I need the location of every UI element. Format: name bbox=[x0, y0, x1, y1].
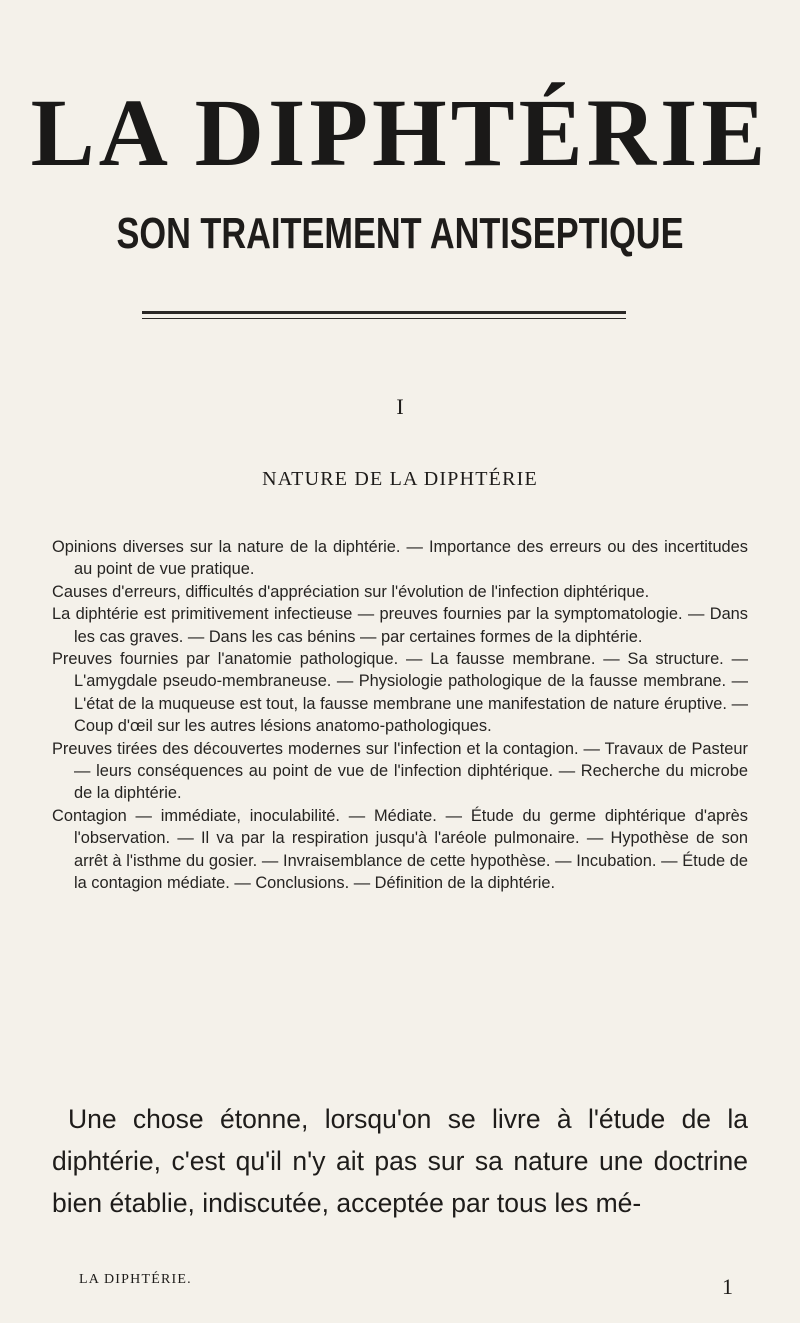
title-rule-thin bbox=[142, 318, 626, 319]
section-title: NATURE DE LA DIPHTÉRIE bbox=[262, 468, 538, 490]
title-rule-thick bbox=[142, 311, 626, 314]
summary-paragraph: Preuves fournies par l'anatomie pathologique. — La fausse membrane. — Sa structure. — L'amygdale pseudo-membraneuse. — Physiologie pathologique de la fausse membrane. — L'état de la muqueuse est tout, la fausse membrane une manifestation de nature éruptive. — Coup d'œil sur les autres lésions anatomo-pathologiques. bbox=[52, 650, 748, 736]
book-title: LA DIPHTÉRIE bbox=[30, 79, 770, 186]
footer-running-head: LA DIPHTÉRIE. bbox=[79, 1272, 192, 1287]
summary-paragraph: Preuves tirées des découvertes modernes sur l'infection et la contagion. — Travaux de Pasteur — leurs conséquences au point de vue de l'infection diphtérique. — Recherche du microbe de la diphtérie. bbox=[52, 739, 748, 803]
body-paragraph: Une chose étonne, lorsqu'on se livre à l'étude de la diphtérie, c'est qu'il n'y ait pas sur sa nature une doctrine bien établie, indiscutée, acceptée par tous les mé- bbox=[52, 1104, 748, 1218]
section-number: I bbox=[396, 394, 404, 419]
book-subtitle: SON TRAITEMENT ANTISEPTIQUE bbox=[116, 209, 684, 258]
body-text bbox=[52, 1098, 748, 1224]
summary-paragraph: Contagion — immédiate, inoculabilité. — Médiate. — Étude du germe diphtérique d'après l'observation. — Il va par la respiration jusqu'à l'aréole pulmonaire. — Hypothèse de son arrêt à l'isthme du gosier. — Invraisemblance de cette hypothèse. — Incubation. — Étude de la contagion médiate. — Conclusions. — Définition de la diphtérie. bbox=[52, 806, 748, 893]
summary-paragraph: Causes d'erreurs, difficultés d'appréciation sur l'évolution de l'infection diphtérique. bbox=[52, 582, 650, 601]
summary-paragraph: Opinions diverses sur la nature de la diphtérie. — Importance des erreurs ou des incertitudes au point de vue pratique. bbox=[52, 538, 748, 579]
chapter-summary bbox=[52, 536, 748, 895]
page-number: 1 bbox=[722, 1274, 733, 1299]
summary-paragraph: La diphtérie est primitivement infectieuse — preuves fournies par la symptomatologie. — Dans les cas graves. — Dans les cas bénins — par certaines formes de la diphtérie. bbox=[52, 605, 748, 646]
